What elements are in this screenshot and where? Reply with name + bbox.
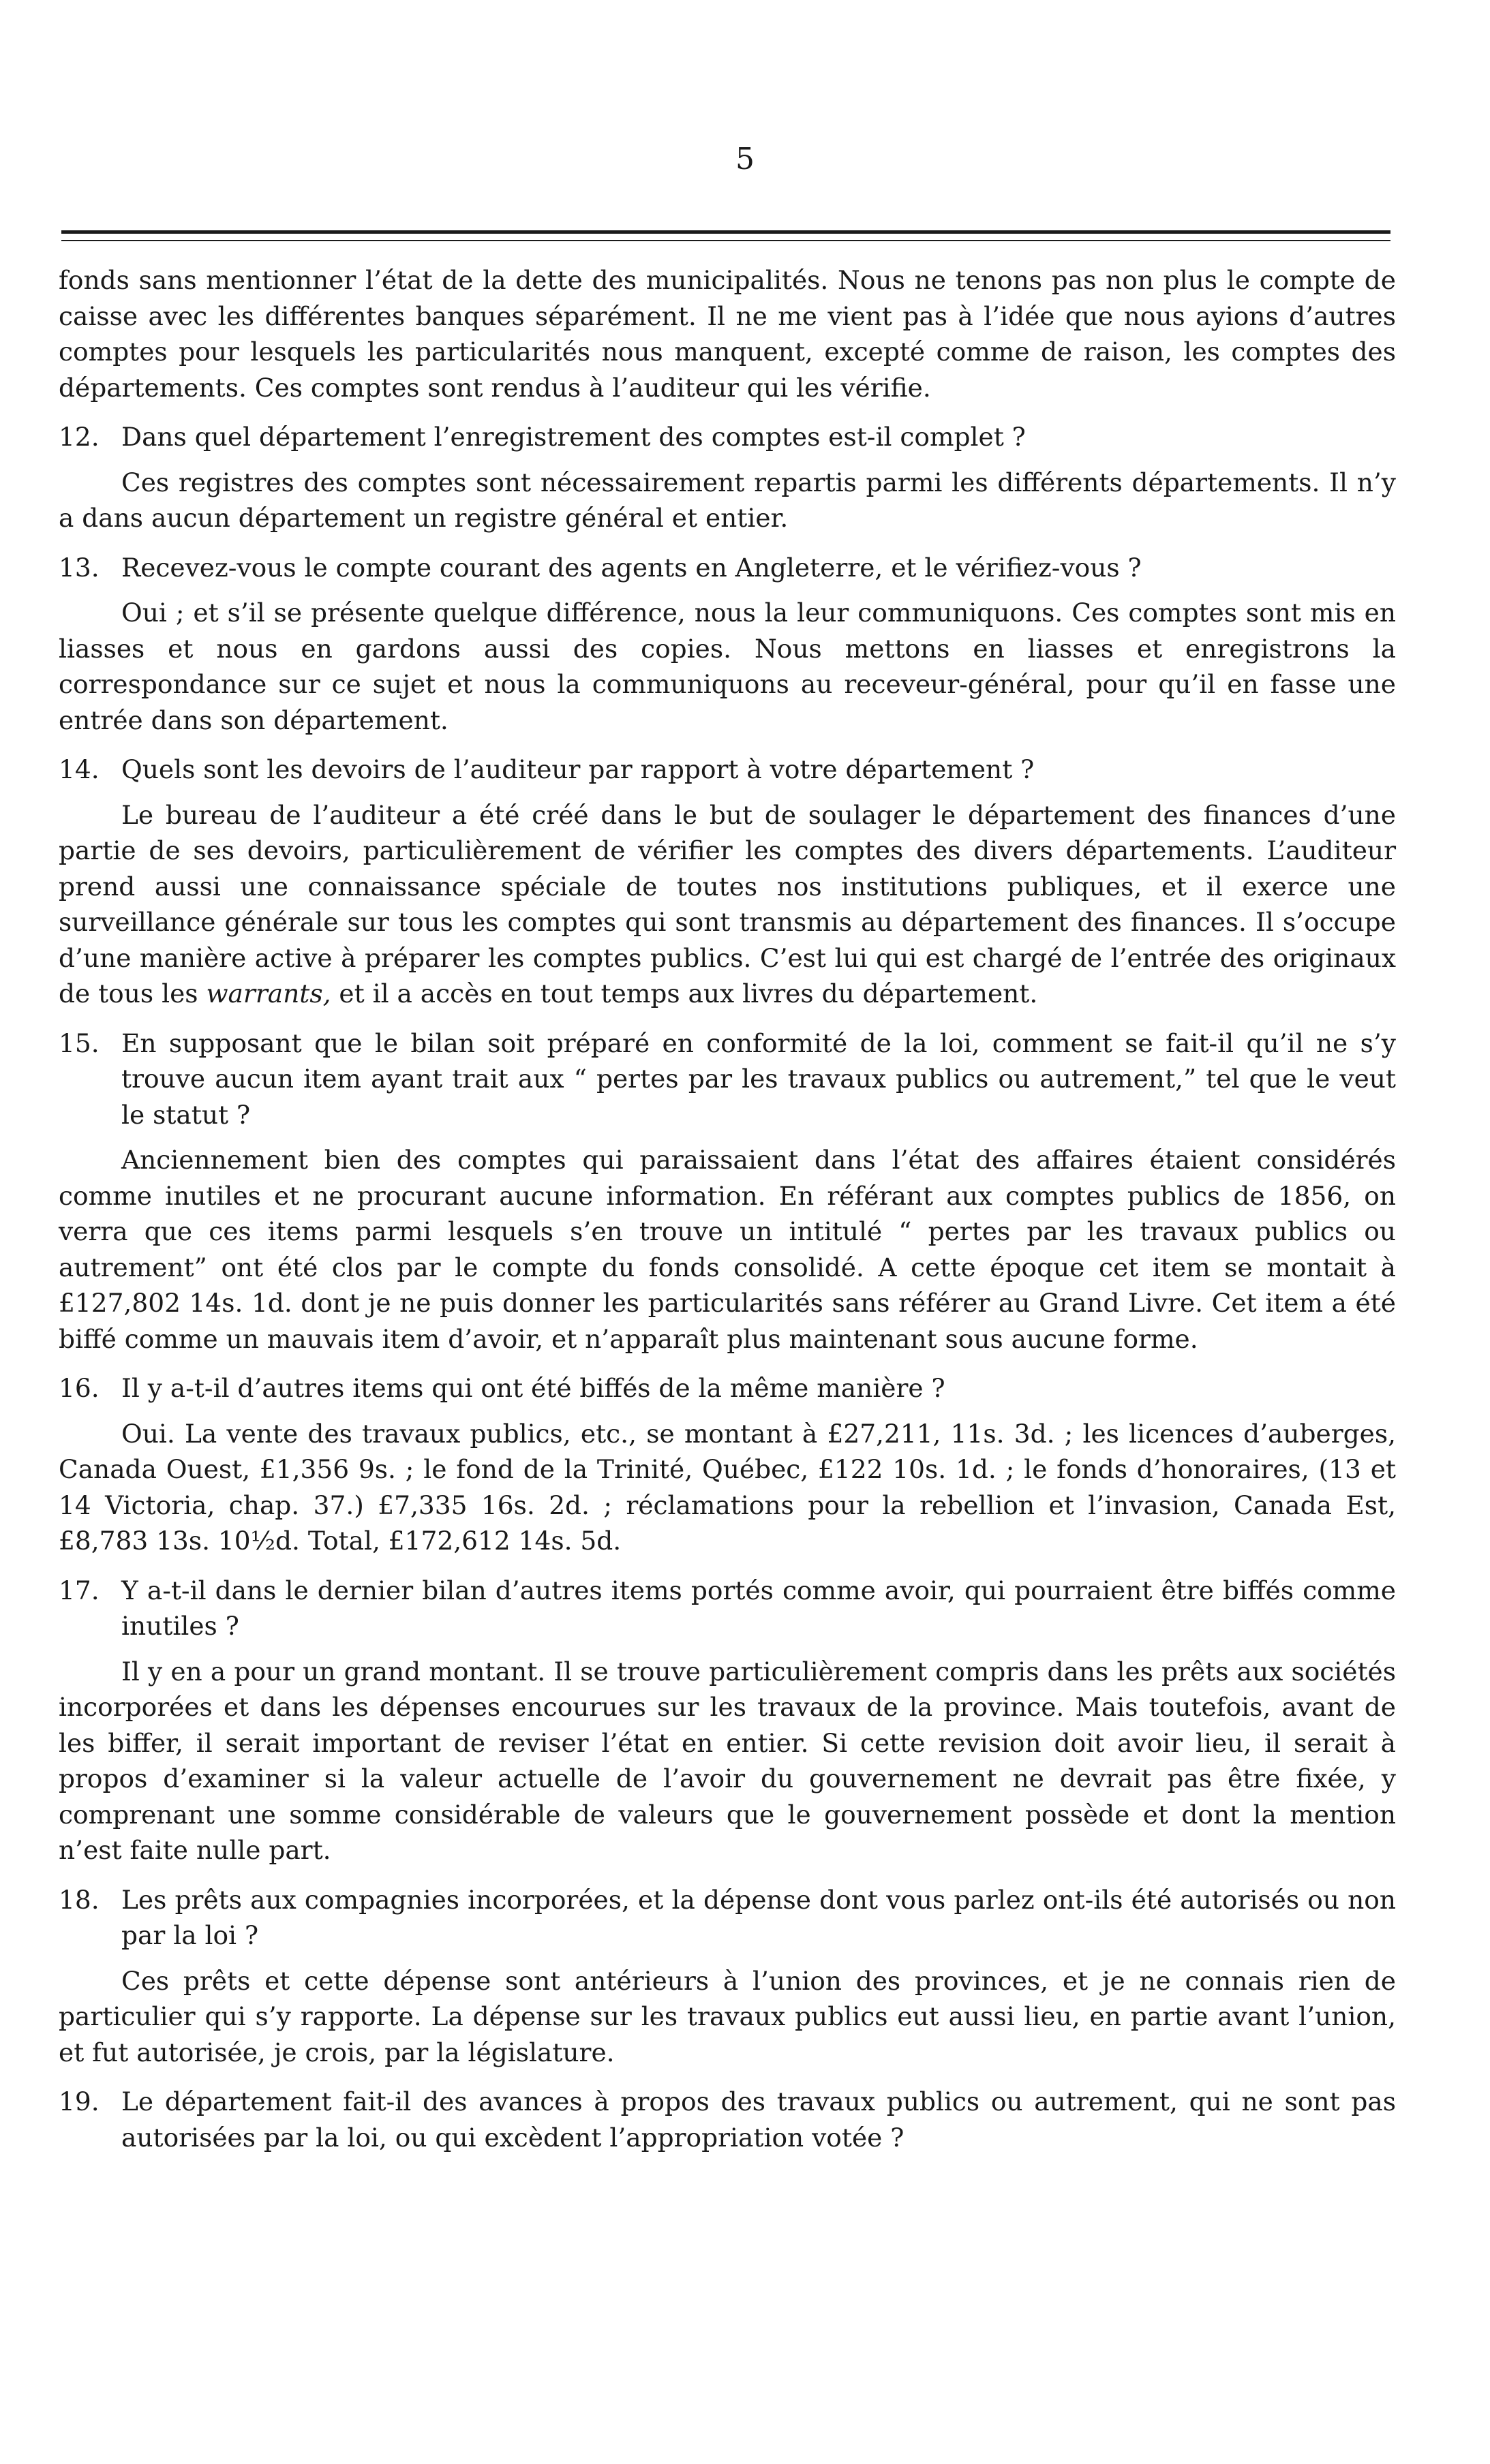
header-rule-thick	[61, 230, 1390, 234]
answer-16: Oui. La vente des travaux publics, etc., se montant à £27,211, 11s. 3d. ; les licences d’auberges, Canada Ouest, £1,356 9s. ; le fond de la Trinité, Québec, £122 10s. 1d. ; le fonds d’honoraires, (13 et 14 Victoria, chap. 37.) £7,335 16s. 2d. ; réclamations pour la rebellion et l’invasion, Canada Est, £8,783 13s. 10½d. Total, £172,612 14s. 5d.	[59, 1418, 1396, 1556]
question-text: Les prêts aux compagnies incorporées, et la dépense dont vous parlez ont-ils été autorisés ou non par la loi ?	[121, 1884, 1396, 1950]
question-19	[59, 2084, 1396, 2155]
question-text: En supposant que le bilan soit préparé en conformité de la loi, comment se fait-il qu’il ne s’y trouve aucun item ayant trait aux “ pertes par les travaux publics ou autrement,” tel que le veut le statut ?	[121, 1028, 1396, 1130]
question-number: 19.	[59, 2086, 100, 2116]
question-16	[59, 1370, 1396, 1406]
answer-14	[59, 797, 1396, 1012]
answer-12: Ces registres des comptes sont nécessairement repartis parmi les différents départements. Il n’y a dans aucun département un registre général et entier.	[59, 467, 1396, 533]
question-number: 13.	[59, 552, 100, 583]
header-rule-thin	[61, 240, 1390, 241]
question-number: 14.	[59, 754, 100, 784]
question-number: 16.	[59, 1373, 100, 1403]
answer-17: Il y en a pour un grand montant. Il se trouve particulièrement compris dans les prêts aux sociétés incorporées et dans les dépenses encourues sur les travaux de la province. Mais toutefois, avant de les biffer, il serait important de reviser l’état en entier. Si cette revision doit avoir lieu, il serait à propos d’examiner si la valeur actuelle de l’avoir du gouvernement ne devrait pas être fixée, y comprenant une somme considérable de valeurs que le gouvernement possède et dont la mention n’est faite nulle part.	[59, 1656, 1396, 1865]
intro-paragraph: fonds sans mentionner l’état de la dette des municipalités. Nous ne tenons pas non plus le compte de caisse avec les différentes banques séparément. Il ne me vient pas à l’idée que nous ayions d’autres comptes pour lesquels les particularités nous manquent, excepté comme de raison, les comptes des départements. Ces comptes sont rendus à l’auditeur qui les vérifie.	[59, 265, 1396, 403]
question-text: Il y a-t-il d’autres items qui ont été biffés de la même manière ?	[121, 1373, 945, 1403]
answer-13: Oui ; et s’il se présente quelque différence, nous la leur communiquons. Ces comptes sont mis en liasses et nous en gardons aussi des copies. Nous mettons en liasses et enregistrons la correspondance sur ce sujet et nous la communiquons au receveur-général, pour qu’il en fasse une entrée dans son département.	[59, 598, 1396, 735]
answer-text: Le bureau de l’auditeur a été créé dans le but de soulager le département des finances d’une partie de ses devoirs, particulièrement de vérifier les comptes des divers départements. L’auditeur prend aussi une connaissance spéciale de toutes nos institutions publiques, et il exerce une surveillance générale sur tous les comptes qui sont transmis au département des finances. Il s’occupe d’une manière active à préparer les comptes publics. C’est lui qui est chargé de l’entrée des originaux de tous les	[59, 799, 1396, 1008]
question-text: Le département fait-il des avances à propos des travaux publics ou autrement, qui ne sont pas autorisées par la loi, ou qui excèdent l’appropriation votée ?	[121, 2086, 1396, 2153]
question-number: 15.	[59, 1028, 100, 1058]
question-12	[59, 419, 1396, 455]
question-18	[59, 1882, 1396, 1954]
question-15	[59, 1026, 1396, 1133]
answer-text: et il a accès en tout temps aux livres du département.	[339, 979, 1038, 1008]
question-17	[59, 1573, 1396, 1644]
question-13	[59, 550, 1396, 586]
question-14	[59, 752, 1396, 788]
question-number: 12.	[59, 422, 100, 452]
question-text: Quels sont les devoirs de l’auditeur par rapport à votre département ?	[121, 754, 1035, 784]
answer-15: Anciennement bien des comptes qui paraissaient dans l’état des affaires étaient considérés comme inutiles et ne procurant aucune information. En référant aux comptes publics de 1856, on verra que ces items parmi lesquels s’en trouve un intitulé “ pertes par les travaux publics ou autrement” ont été clos par le compte du fonds consolidé. A cette époque cet item se montait à £127,802 14s. 1d. dont je ne puis donner les particularités sans référer au Grand Livre. Cet item a été biffé comme un mauvais item d’avoir, et n’apparaît plus maintenant sous aucune forme.	[59, 1145, 1396, 1354]
question-number: 18.	[59, 1884, 100, 1915]
question-text: Dans quel département l’enregistrement des comptes est-il complet ?	[121, 422, 1026, 452]
question-number: 17.	[59, 1575, 100, 1605]
question-text: Recevez-vous le compte courant des agents en Angleterre, et le vérifiez-vous ?	[121, 552, 1142, 583]
answer-18: Ces prêts et cette dépense sont antérieurs à l’union des provinces, et je ne connais rien de particulier qui s’y rapporte. La dépense sur les travaux publics eut aussi lieu, en partie avant l’union, et fut autorisée, je crois, par la législature.	[59, 1965, 1396, 2067]
page-body	[59, 262, 1396, 2155]
page-number: 5	[735, 142, 755, 176]
question-text: Y a-t-il dans le dernier bilan d’autres items portés comme avoir, qui pourraient être biffés comme inutiles ?	[121, 1575, 1396, 1641]
answer-italic-term: warrants,	[206, 979, 331, 1008]
